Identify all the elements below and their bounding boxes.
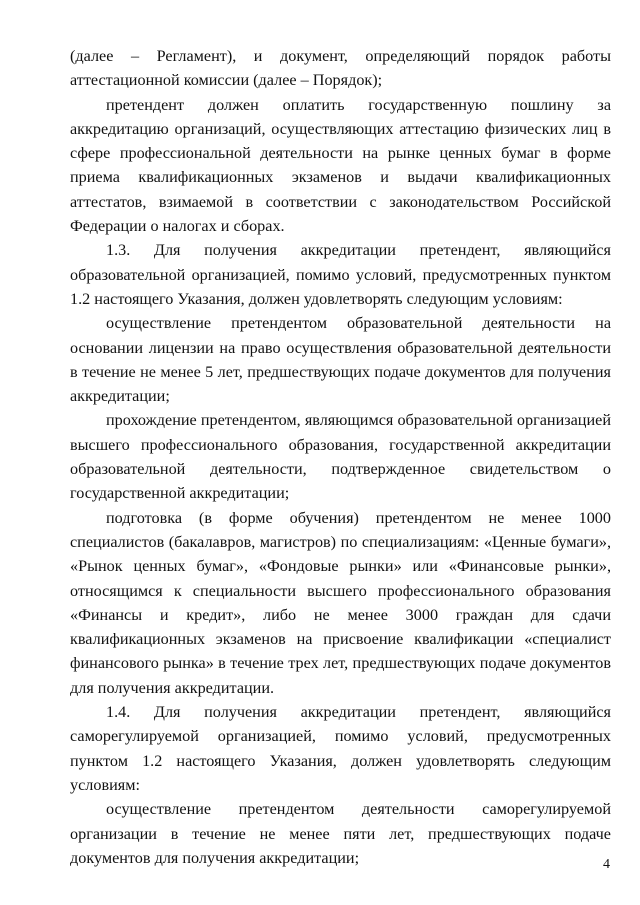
paragraph-sro-activity: осуществление претендентом деятельности саморегулируемой организации в течение не менее пяти лет, предшествующих подаче документов для получения аккредитации;	[70, 800, 611, 867]
paragraph-regulation-reference: (далее – Регламент), и документ, определяющий порядок работы аттестационной комиссии (далее – Порядок);	[70, 47, 611, 90]
page-number: 4	[603, 857, 610, 872]
paragraph-state-accreditation: прохождение претендентом, являющимся образовательной организацией высшего профессионального образования, государственной аккредитации образовательной деятельности, подтвержденное свидетельством о государственной аккредитации;	[70, 411, 611, 503]
document-body	[70, 44, 611, 870]
paragraph-1-4: 1.4. Для получения аккредитации претендент, являющийся саморегулируемой организацией, помимо условий, предусмотренных пунктом 1.2 настоящего Указания, должен удовлетворять следующим условиям:	[70, 703, 611, 794]
paragraph-1-3: 1.3. Для получения аккредитации претендент, являющийся образовательной организацией, помимо условий, предусмотренных пунктом 1.2 настоящего Указания, должен удовлетворять следующим условиям:	[70, 241, 611, 308]
paragraph-specialist-training: подготовка (в форме обучения) претендентом не менее 1000 специалистов (бакалавров, магистров) по специализациям: «Ценные бумаги», «Рынок ценных бумаг», «Фондовые рынки» или «Финансовые рынки», относящимся к специальности высшего профессионального образования «Финансы и кредит», либо не менее 3000 граждан для сдачи квалификационных экзаменов на присвоение квалификации «специалист финансового рынка» в течение трех лет, предшествующих подаче документов для получения аккредитации.	[70, 508, 611, 697]
paragraph-state-duty: претендент должен оплатить государственную пошлину за аккредитацию организаций, осуществляющих аттестацию физических лиц в сфере профессиональной деятельности на рынке ценных бумаг в форме приема квалификационных экзаменов и выдачи квалификационных аттестатов, взимаемой в соответствии с законодательством Российской Федерации о налогах и сборах.	[70, 95, 611, 236]
paragraph-educational-license: осуществление претендентом образовательной деятельности на основании лицензии на право осуществления образовательной деятельности в течение не менее 5 лет, предшествующих подаче документов для получения аккредитации;	[70, 314, 611, 406]
